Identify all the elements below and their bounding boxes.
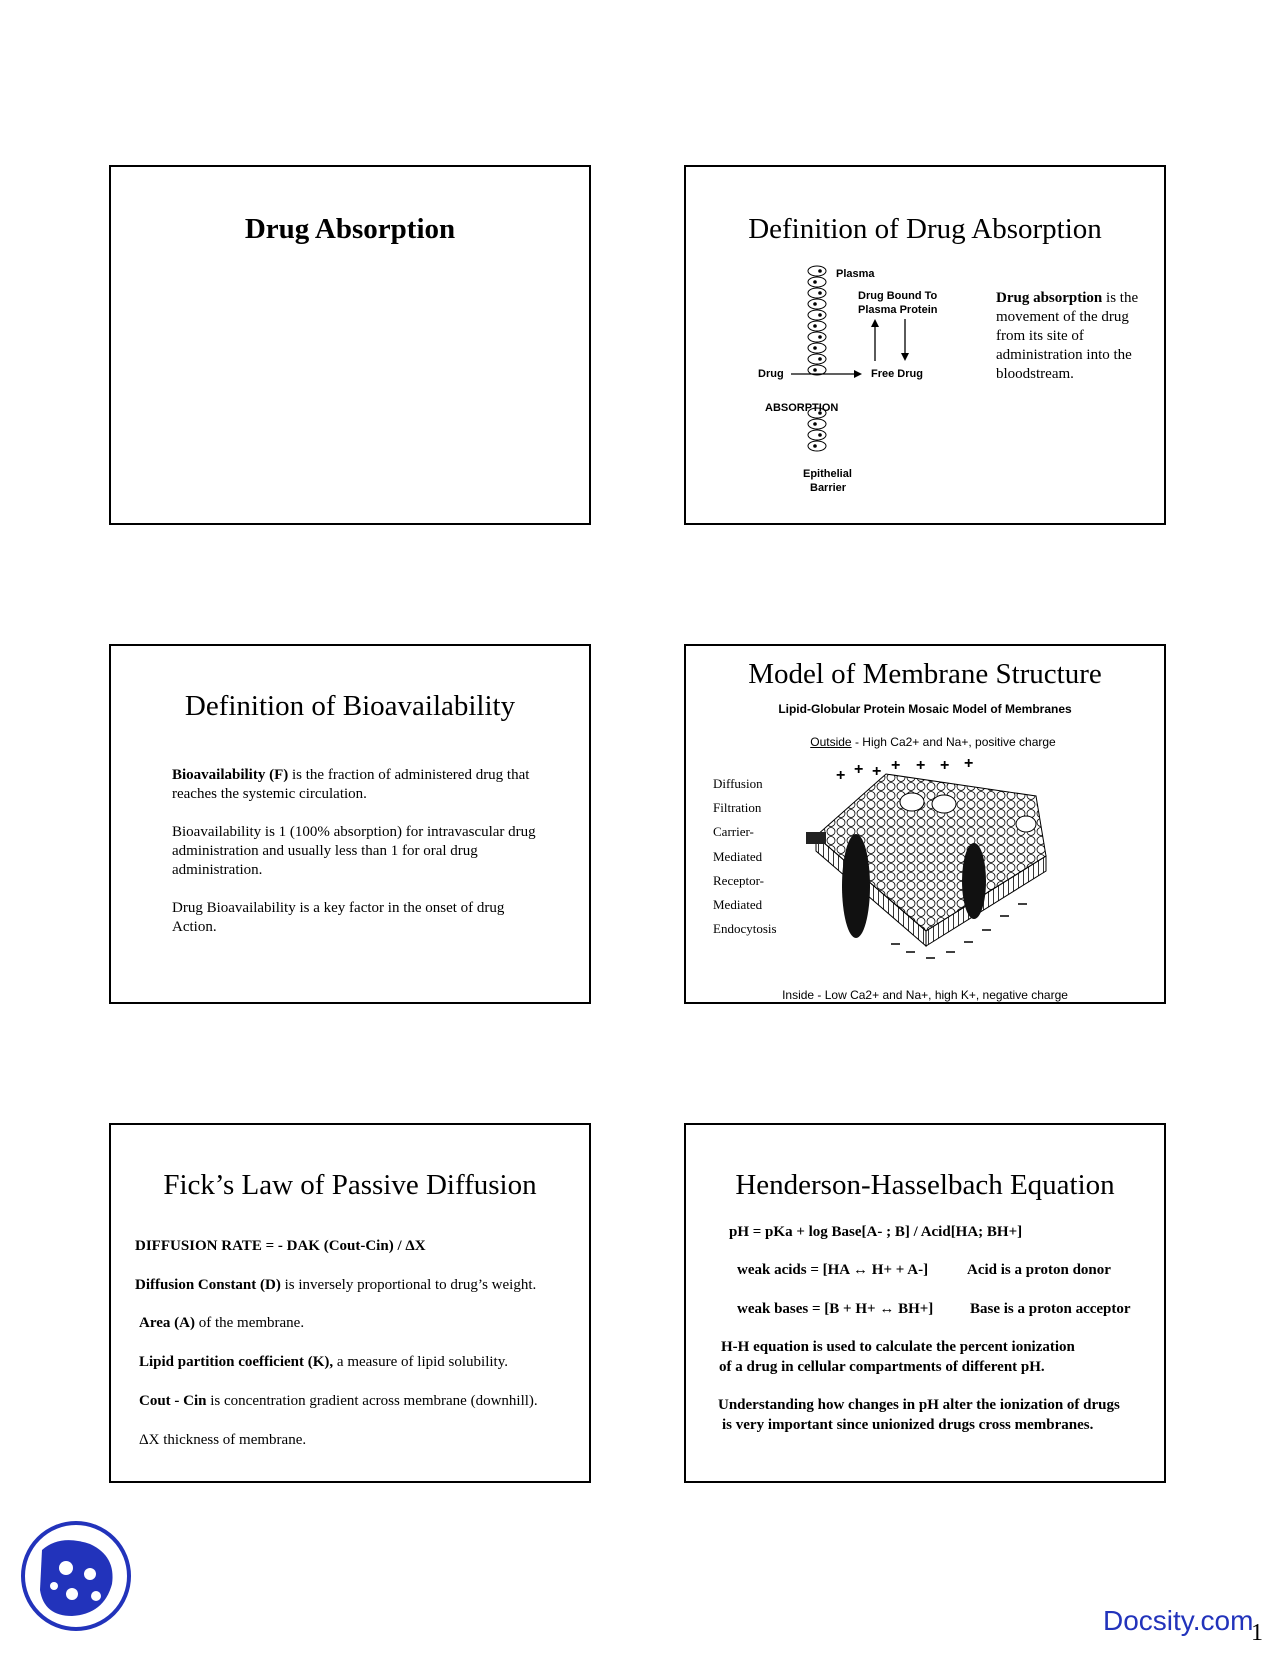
list-item: Endocytosis	[713, 921, 777, 937]
label-bound: Drug Bound To	[858, 290, 938, 302]
fick-term: Diffusion Constant (D) is inversely proportional to drug’s weight.	[135, 1277, 537, 1293]
svg-text:+: +	[916, 757, 926, 774]
slide-membrane-structure	[684, 644, 1166, 1004]
fick-term: ΔX thickness of membrane.	[139, 1432, 307, 1448]
slide-henderson-hasselbach	[684, 1123, 1166, 1483]
fick-term: Area (A) of the membrane.	[139, 1315, 305, 1331]
label-free-drug: Free Drug	[871, 368, 923, 380]
slide-title: Model of Membrane Structure	[748, 658, 1102, 690]
membrane-subtitle: Lipid-Globular Protein Mosaic Model of Membranes	[778, 702, 1072, 716]
slide-title: Henderson-Hasselbach Equation	[735, 1169, 1115, 1201]
list-item: Diffusion	[713, 776, 763, 791]
base-note: Base is a proton acceptor	[970, 1301, 1131, 1317]
membrane-illustration	[796, 746, 1066, 976]
label-plasma: Plasma	[836, 268, 875, 280]
svg-text:+: +	[872, 763, 882, 780]
svg-text:+: +	[854, 761, 864, 778]
svg-text:+: +	[940, 757, 950, 774]
docsity-link[interactable]: Docsity.com	[1103, 1605, 1254, 1636]
transport-list	[713, 772, 777, 941]
list-item: Mediated	[713, 897, 763, 913]
slide-title: Fick’s Law of Passive Diffusion	[163, 1169, 537, 1201]
absorption-definition: Drug absorption is the movement of the drug from its site of administration into the bloodstream.	[996, 290, 1139, 382]
epithelial-cells	[808, 266, 826, 451]
label-drug: Drug	[758, 368, 784, 380]
label-barrier: Barrier	[810, 482, 847, 494]
slide-ficks-law	[109, 1123, 591, 1483]
fick-term: Lipid partition coefficient (K), a measure of lipid solubility.	[139, 1354, 508, 1370]
slide-title: Drug Absorption	[244, 213, 456, 245]
svg-text:+: +	[836, 767, 846, 784]
slide-drug-absorption	[109, 165, 591, 525]
binding-arrows	[871, 319, 909, 361]
list-item: Carrier-	[713, 824, 754, 840]
svg-text:+: +	[891, 757, 901, 774]
hh-use: of a drug in cellular compartments of different pH.	[719, 1359, 1045, 1375]
paragraph: Drug Bioavailability is a key factor in the onset of drug Action.	[172, 900, 505, 935]
paragraph: Bioavailability (F) is the fraction of administered drug that reaches the systemic circulation.	[172, 767, 530, 802]
weak-bases: weak bases = [B + H+ ↔ BH+]	[737, 1301, 934, 1317]
acid-note: Acid is a proton donor	[967, 1262, 1111, 1278]
slide-title: Definition of Drug Absorption	[748, 213, 1102, 245]
weak-acids: weak acids = [HA ↔ H+ + A-]	[737, 1262, 929, 1278]
label-absorption: ABSORPTION	[765, 402, 839, 414]
diffusion-formula: DIFFUSION RATE = - DAK (Cout-Cin) / ΔX	[135, 1238, 426, 1254]
fick-term: Cout - Cin is concentration gradient across membrane (downhill).	[139, 1393, 538, 1409]
page-number: 1	[1251, 1620, 1263, 1646]
list-item: Filtration	[713, 800, 762, 816]
slide-title: Definition of Bioavailability	[184, 690, 516, 722]
paragraph: Bioavailability is 1 (100% absorption) for intravascular drug administration and usually less than 1 for oral drug administration.	[172, 824, 536, 878]
list-item: Receptor-	[713, 872, 764, 888]
ph-importance: Understanding how changes in pH alter the ionization of drugs	[718, 1397, 1120, 1413]
outside-label: Outside - High Ca2+ and Na+, positive charge	[810, 735, 1056, 749]
hh-equation: pH = pKa + log Base[A- ; B] / Acid[HA; BH+]	[729, 1224, 1023, 1240]
slide-bioavailability	[109, 644, 591, 1004]
svg-text:+: +	[964, 755, 974, 772]
list-item: Mediated	[713, 848, 763, 864]
label-epithelial: Epithelial	[803, 468, 852, 480]
hh-use: H-H equation is used to calculate the percent ionization	[721, 1339, 1075, 1355]
ph-importance: is very important since unionized drugs cross membranes.	[722, 1417, 1094, 1433]
slide-definition-absorption	[684, 165, 1166, 525]
drug-arrow	[791, 370, 862, 378]
inside-label: Inside - Low Ca2+ and Na+, high K+, negative charge	[782, 988, 1068, 1002]
docsity-logo	[20, 1520, 132, 1632]
label-bound: Plasma Protein	[858, 304, 938, 316]
